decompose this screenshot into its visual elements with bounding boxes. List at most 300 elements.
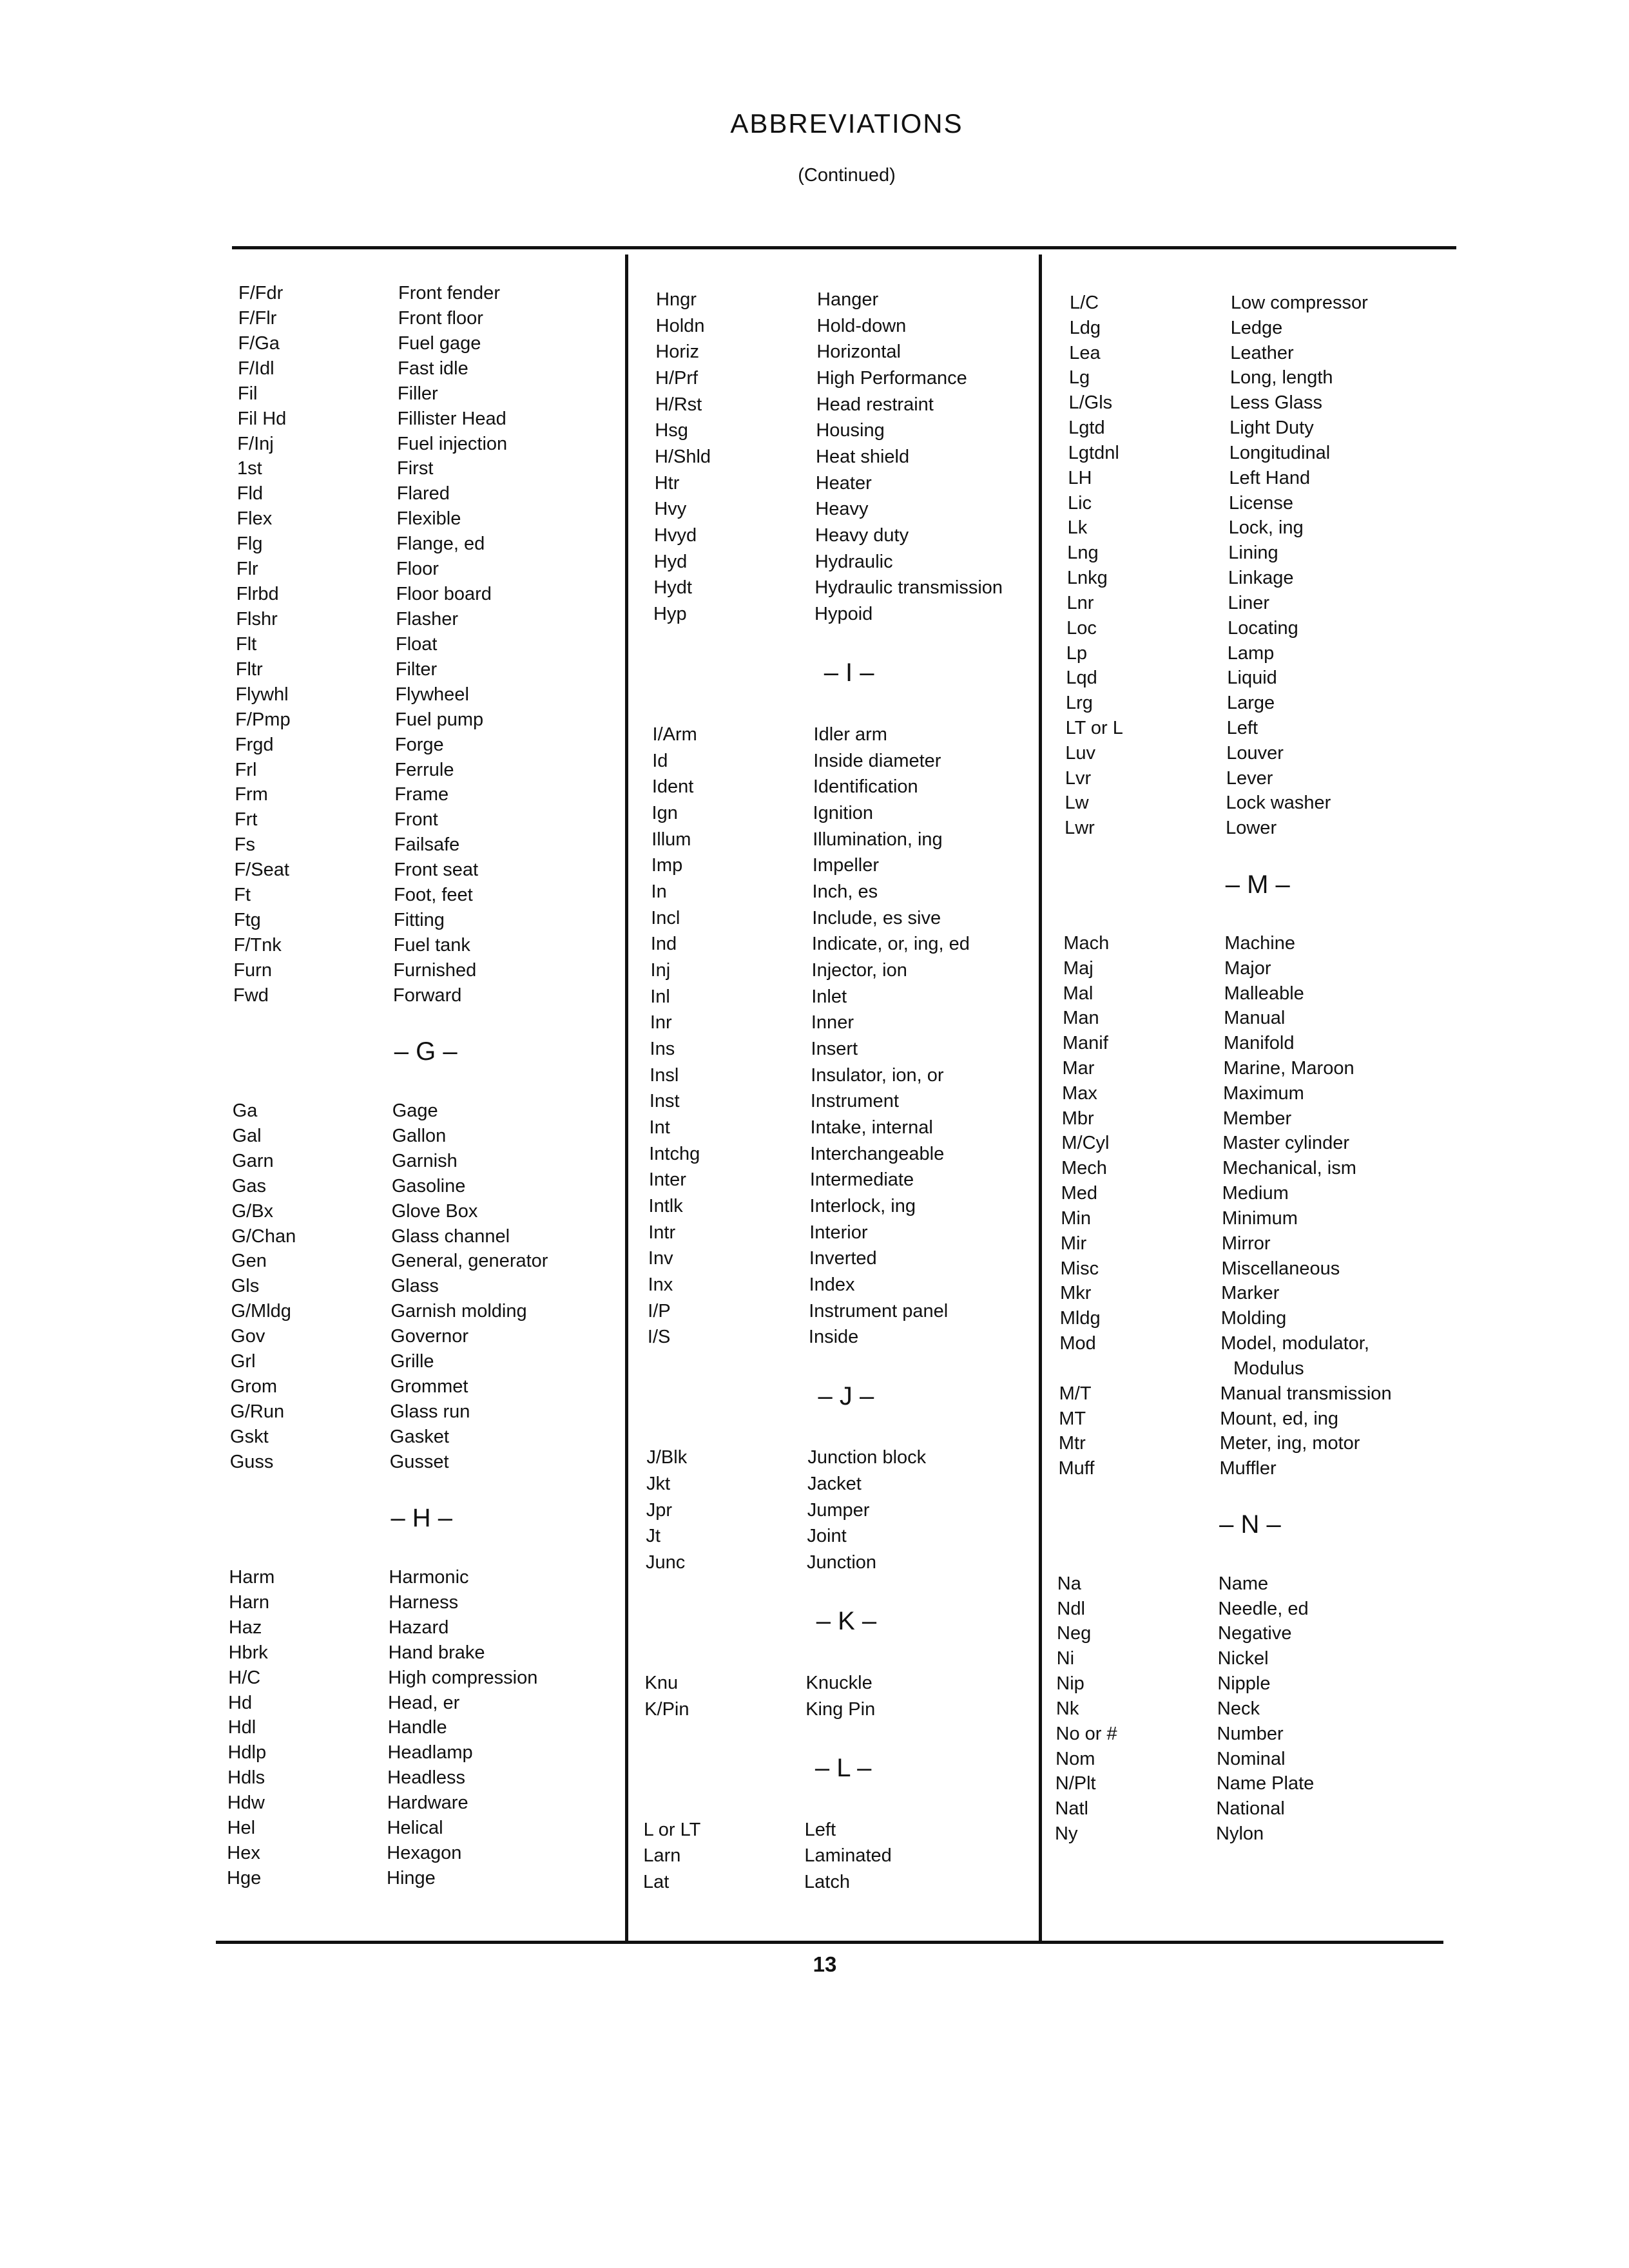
abbreviation: Htr <box>654 472 680 494</box>
abbreviation-meaning: Impeller <box>812 855 880 876</box>
abbreviation-meaning: Nylon <box>1216 1823 1264 1844</box>
abbreviation: Holdn <box>655 315 705 336</box>
abbreviation: J/Blk <box>646 1447 688 1468</box>
abbreviation-meaning: Lock washer <box>1226 793 1331 814</box>
abbreviation: M/Cyl <box>1061 1133 1110 1154</box>
abbreviation-meaning: Marine, Maroon <box>1223 1058 1354 1079</box>
abbreviation: Lgtd <box>1068 418 1105 439</box>
section-header: – H – <box>390 1504 453 1533</box>
abbreviation: Loc <box>1066 617 1097 639</box>
abbreviation-meaning: Liquid <box>1227 668 1277 689</box>
abbreviation-meaning: Nickel <box>1217 1648 1269 1669</box>
abbreviation: Intr <box>648 1222 676 1243</box>
abbreviation: Hyp <box>653 603 687 624</box>
abbreviation-meaning: Filler <box>397 383 438 404</box>
abbreviation-meaning: Member <box>1222 1108 1292 1129</box>
section-header: – G – <box>394 1037 458 1066</box>
abbreviation-meaning: Heater <box>815 472 872 494</box>
abbreviation: Frgd <box>235 734 274 755</box>
section-header: – N – <box>1219 1510 1281 1539</box>
abbreviation-meaning: Maximum <box>1223 1082 1304 1104</box>
abbreviation-meaning: Lower <box>1226 818 1277 839</box>
abbreviation-meaning: Hypoid <box>815 603 873 624</box>
abbreviation: Ga <box>232 1100 258 1121</box>
abbreviation-meaning: Low compressor <box>1231 293 1368 313</box>
abbreviation-meaning: Float <box>396 633 438 655</box>
abbreviation: Imp <box>651 855 683 876</box>
abbreviation-meaning: Machine <box>1224 932 1296 954</box>
abbreviation-meaning: Failsafe <box>394 834 460 856</box>
abbreviation-meaning: Head, er <box>388 1692 460 1713</box>
abbreviation-meaning: Meter, ing, motor <box>1219 1433 1360 1454</box>
abbreviation: Fltr <box>235 658 263 680</box>
abbreviation-meaning: Name <box>1218 1573 1269 1594</box>
abbreviation: M/T <box>1059 1383 1092 1404</box>
abbreviation: Hel <box>227 1818 256 1839</box>
abbreviation: Guss <box>229 1451 274 1472</box>
abbreviation: No or # <box>1055 1723 1117 1744</box>
abbreviation-meaning: Include, es sive <box>812 907 941 928</box>
abbreviation-meaning: Latch <box>804 1872 850 1892</box>
abbreviation-meaning: Instrument panel <box>809 1300 949 1321</box>
section-header: – M – <box>1225 870 1290 899</box>
abbreviation-meaning: Frame <box>394 784 449 805</box>
abbreviation-meaning: Harmonic <box>389 1566 469 1588</box>
abbreviation-meaning: Flasher <box>396 609 459 629</box>
abbreviation: Hge <box>227 1868 262 1888</box>
abbreviation-meaning: Name Plate <box>1216 1773 1315 1794</box>
abbreviation: Inst <box>649 1091 680 1112</box>
abbreviation: Max <box>1062 1082 1097 1104</box>
abbreviation: Inl <box>650 986 670 1007</box>
abbreviation: Lp <box>1066 642 1088 664</box>
abbreviation-meaning: Front floor <box>398 307 483 329</box>
abbreviation-meaning: Glass channel <box>391 1225 510 1247</box>
abbreviation: Hvy <box>654 499 687 520</box>
section-header: – L – <box>815 1754 872 1783</box>
abbreviation-meaning: Front fender <box>398 283 500 303</box>
abbreviation-meaning: Left <box>1226 718 1258 738</box>
abbreviation-meaning: Gasket <box>390 1426 449 1447</box>
abbreviation-meaning: Muffler <box>1219 1458 1277 1479</box>
abbreviation: Ign <box>651 802 678 823</box>
abbreviation-meaning: Large <box>1227 693 1275 714</box>
abbreviation: Flrbd <box>236 584 279 605</box>
abbreviation: Inv <box>648 1248 673 1269</box>
abbreviation-meaning: Hydraulic <box>815 551 893 572</box>
abbreviation: Hvyd <box>654 524 697 546</box>
abbreviation-meaning: Idler arm <box>813 724 887 745</box>
abbreviation: Garn <box>232 1150 274 1171</box>
abbreviation: F/Tnk <box>233 935 282 956</box>
abbreviation-meaning: Hand brake <box>388 1642 485 1663</box>
abbreviation-meaning: Manifold <box>1223 1033 1295 1054</box>
abbreviation-meaning: Lock, ing <box>1228 517 1304 539</box>
abbreviation: Larn <box>643 1845 681 1867</box>
abbreviation: K/Pin <box>644 1698 689 1720</box>
abbreviation: Harm <box>229 1566 275 1588</box>
abbreviation-meaning: Medium <box>1222 1183 1289 1204</box>
abbreviation: Manif <box>1062 1033 1108 1054</box>
abbreviation-meaning: Hold-down <box>816 315 907 336</box>
abbreviation: Mal <box>1063 983 1094 1004</box>
abbreviation-meaning: Furnished <box>393 959 477 981</box>
abbreviation-meaning: Instrument <box>810 1091 899 1112</box>
abbreviation: Mbr <box>1061 1108 1094 1129</box>
abbreviation-meaning: Governor <box>390 1326 469 1347</box>
abbreviation-meaning: Insert <box>811 1038 858 1059</box>
abbreviation-meaning: Injector, ion <box>811 959 907 981</box>
abbreviation-meaning: Number <box>1217 1723 1284 1744</box>
abbreviation: H/C <box>228 1667 261 1688</box>
abbreviation-meaning: Laminated <box>804 1845 892 1867</box>
abbreviation-meaning: Master cylinder <box>1222 1133 1349 1154</box>
abbreviation: Hngr <box>656 289 697 310</box>
abbreviation: G/Run <box>230 1401 285 1422</box>
abbreviation-meaning: Marker <box>1221 1283 1280 1304</box>
abbreviation-meaning: Major <box>1224 957 1271 979</box>
abbreviation: F/Seat <box>234 860 289 881</box>
top-rule <box>232 246 1456 249</box>
abbreviation: Mir <box>1060 1233 1087 1254</box>
abbreviation: L/C <box>1070 293 1099 313</box>
abbreviation-meaning: Lining <box>1228 543 1278 564</box>
abbreviation: Haz <box>228 1617 262 1638</box>
abbreviation-meaning: Manual transmission <box>1220 1383 1392 1404</box>
abbreviation: L or LT <box>643 1819 701 1840</box>
abbreviation: Lvr <box>1065 767 1092 789</box>
abbreviation-meaning: Foot, feet <box>394 885 473 906</box>
abbreviation-meaning: First <box>397 458 434 479</box>
abbreviation: Frl <box>235 759 257 780</box>
abbreviation-meaning: Intermediate <box>809 1169 914 1191</box>
abbreviation: H/Rst <box>655 394 702 415</box>
abbreviation-meaning: King Pin <box>805 1698 876 1720</box>
abbreviation: Fs <box>234 834 255 856</box>
abbreviation: Frm <box>235 784 268 805</box>
abbreviation: Hdls <box>227 1767 265 1789</box>
abbreviation-meaning: Inch, es <box>812 881 878 902</box>
abbreviation: Hydt <box>653 577 692 599</box>
section-header: – K – <box>816 1607 877 1636</box>
abbreviation: Junc <box>646 1552 686 1573</box>
abbreviation-meaning: Flange, ed <box>396 533 485 555</box>
abbreviation-meaning: Hinge <box>387 1868 436 1888</box>
abbreviation-meaning: Left Hand <box>1229 467 1311 488</box>
abbreviation: Flt <box>236 633 257 655</box>
abbreviation-meaning: Molding <box>1220 1308 1287 1329</box>
abbreviation-meaning: Garnish molding <box>390 1301 527 1322</box>
abbreviation: Muff <box>1058 1458 1095 1479</box>
abbreviation: Jkt <box>646 1473 671 1494</box>
abbreviation-meaning: Light Duty <box>1229 418 1314 439</box>
abbreviation-meaning: Mechanical, ism <box>1222 1158 1356 1179</box>
abbreviation-meaning: Mirror <box>1221 1233 1271 1254</box>
abbreviation: Misc <box>1060 1258 1099 1279</box>
abbreviation: Id <box>652 750 668 771</box>
abbreviation: Mkr <box>1060 1283 1092 1304</box>
abbreviation: Fil Hd <box>237 408 287 429</box>
abbreviation: H/Shld <box>655 446 711 467</box>
abbreviation-meaning: Interchangeable <box>810 1143 945 1164</box>
abbreviation-meaning: Minimum <box>1222 1207 1298 1229</box>
abbreviation: G/Chan <box>231 1225 296 1247</box>
abbreviation: Lqd <box>1066 668 1097 689</box>
abbreviation-meaning: Helical <box>387 1818 443 1839</box>
abbreviation: Lnkg <box>1066 568 1108 589</box>
abbreviation: Ftg <box>233 910 261 931</box>
abbreviation-meaning: Ledge <box>1230 317 1283 338</box>
abbreviation: Ndl <box>1057 1598 1085 1619</box>
abbreviation: Man <box>1063 1008 1099 1029</box>
abbreviation-meaning: Junction block <box>807 1447 927 1468</box>
abbreviation-meaning: Forge <box>394 734 444 755</box>
abbreviation: Jpr <box>646 1499 672 1521</box>
abbreviation-meaning: Heavy duty <box>815 524 909 546</box>
abbreviation-meaning: Grommet <box>390 1376 468 1398</box>
abbreviation: Ind <box>650 934 677 955</box>
abbreviation-meaning: Nominal <box>1217 1748 1286 1769</box>
abbreviation-meaning: Miscellaneous <box>1221 1258 1340 1279</box>
abbreviation-meaning: Flexible <box>396 508 461 530</box>
abbreviation-meaning: Jumper <box>807 1499 870 1521</box>
abbreviation: Hdl <box>227 1717 256 1738</box>
abbreviation: Ldg <box>1069 317 1101 338</box>
page-title: ABBREVIATIONS <box>730 108 963 139</box>
abbreviation: Intlk <box>648 1195 683 1216</box>
abbreviation-meaning: Flared <box>396 483 450 505</box>
abbreviation-meaning: Hydraulic transmission <box>815 577 1003 599</box>
abbreviation-meaning: Gasoline <box>391 1175 466 1196</box>
abbreviation: Gls <box>231 1276 260 1297</box>
abbreviation: F/Flr <box>238 307 277 329</box>
abbreviation-meaning: Fuel injection <box>397 433 508 454</box>
abbreviation-meaning: Nipple <box>1217 1673 1271 1695</box>
abbreviation-meaning: Joint <box>807 1526 847 1547</box>
abbreviation: Luv <box>1065 742 1096 764</box>
abbreviation: Inx <box>648 1274 673 1295</box>
abbreviation: Hsg <box>655 420 688 441</box>
abbreviation: Hd <box>228 1692 253 1713</box>
abbreviation-meaning: Harness <box>389 1591 459 1613</box>
abbreviation-meaning: High compression <box>388 1667 538 1688</box>
abbreviation-meaning: Intake, internal <box>810 1117 933 1138</box>
abbreviation-meaning: Linkage <box>1228 568 1294 589</box>
abbreviation: Intchg <box>649 1143 700 1164</box>
column-divider-right <box>1039 255 1042 1943</box>
abbreviation: Hbrk <box>228 1642 268 1663</box>
abbreviation: Hdlp <box>227 1742 267 1763</box>
abbreviation-meaning: Grille <box>390 1351 434 1372</box>
abbreviation: Nk <box>1055 1698 1079 1719</box>
column-divider-left <box>625 255 628 1943</box>
abbreviation: Lk <box>1067 517 1088 539</box>
abbreviation-meaning: Index <box>809 1274 855 1295</box>
abbreviation-meaning: Horizontal <box>816 341 901 363</box>
abbreviation: Min <box>1061 1207 1091 1229</box>
abbreviation-meaning: Inside <box>808 1327 859 1348</box>
abbreviation-meaning: Headlamp <box>387 1742 473 1763</box>
abbreviation-meaning: Front seat <box>394 860 479 881</box>
abbreviation-meaning: Leather <box>1230 342 1294 363</box>
abbreviation: Gskt <box>230 1426 269 1447</box>
abbreviation: Horiz <box>655 341 700 363</box>
abbreviation: Illum <box>651 829 691 850</box>
abbreviation: Ft <box>234 885 251 906</box>
bottom-rule <box>216 1941 1443 1944</box>
abbreviation-meaning: Less Glass <box>1229 392 1322 414</box>
abbreviation: Grl <box>230 1351 256 1372</box>
abbreviation: Inj <box>650 959 671 981</box>
abbreviation: Lwr <box>1065 818 1095 839</box>
abbreviation-meaning: Hazard <box>388 1617 449 1638</box>
abbreviation-meaning: License <box>1229 492 1293 514</box>
abbreviation: Nip <box>1056 1673 1084 1695</box>
abbreviation: Gen <box>231 1251 267 1272</box>
abbreviation-meaning: Gage <box>392 1100 438 1121</box>
abbreviation: F/Ga <box>238 332 280 354</box>
abbreviation-meaning: Needle, ed <box>1218 1598 1309 1619</box>
abbreviation: Lrg <box>1066 693 1093 714</box>
abbreviation: Flshr <box>236 609 278 629</box>
abbreviation-meaning: Fuel pump <box>395 709 484 730</box>
abbreviation-meaning: Inverted <box>809 1248 877 1269</box>
abbreviation: Flex <box>236 508 273 530</box>
abbreviation: Neg <box>1057 1623 1092 1644</box>
abbreviation: Maj <box>1063 957 1094 979</box>
abbreviation-meaning: Negative <box>1218 1623 1292 1644</box>
abbreviation-meaning: Flywheel <box>395 684 469 705</box>
abbreviation-meaning: Front <box>394 809 438 831</box>
abbreviation: Fil <box>237 383 258 404</box>
abbreviation: Ident <box>651 776 694 798</box>
abbreviation: Mech <box>1061 1158 1107 1179</box>
abbreviation: Lg <box>1068 367 1090 389</box>
abbreviation: Mach <box>1063 932 1110 954</box>
abbreviation: Gas <box>231 1175 267 1196</box>
abbreviation-meaning: Fuel tank <box>393 935 470 956</box>
abbreviation-meaning: Housing <box>816 420 885 441</box>
abbreviation-meaning: Indicate, or, ing, ed <box>811 934 970 955</box>
abbreviation: Grom <box>230 1376 278 1398</box>
abbreviation-meaning: Knuckle <box>805 1672 872 1693</box>
abbreviation-meaning: Junction <box>807 1552 877 1573</box>
abbreviation: Ins <box>650 1038 675 1059</box>
abbreviation-meaning: Mount, ed, ing <box>1220 1408 1339 1429</box>
abbreviation-meaning: Heat shield <box>816 446 910 467</box>
abbreviation: Incl <box>651 907 680 928</box>
abbreviation: I/Arm <box>652 724 697 745</box>
section-header: – I – <box>824 658 874 687</box>
abbreviation: N/Plt <box>1055 1773 1096 1794</box>
abbreviation: Na <box>1057 1573 1081 1594</box>
abbreviation: Insl <box>650 1064 679 1086</box>
abbreviation-meaning: Liner <box>1228 592 1269 613</box>
abbreviation-meaning: Malleable <box>1224 983 1304 1004</box>
page-subtitle: (Continued) <box>798 165 896 186</box>
abbreviation-meaning: Louver <box>1226 742 1284 764</box>
page-number: 13 <box>813 1952 837 1976</box>
abbreviation-meaning: Fuel gage <box>398 332 481 354</box>
abbreviation-meaning: Lever <box>1226 767 1273 789</box>
abbreviation-meaning: Inlet <box>811 986 847 1007</box>
abbreviation-meaning: Hanger <box>817 289 879 310</box>
abbreviation: Mtr <box>1058 1433 1086 1454</box>
abbreviation: Harn <box>229 1591 269 1613</box>
abbreviation: LH <box>1068 467 1092 488</box>
abbreviation-meaning: Long, length <box>1229 367 1333 389</box>
abbreviation: Flywhl <box>235 684 289 705</box>
abbreviation-meaning: Headless <box>387 1767 466 1789</box>
abbreviation: Lng <box>1067 543 1099 564</box>
abbreviation: Lea <box>1069 342 1101 363</box>
abbreviation-meaning: Heavy <box>815 499 869 520</box>
abbreviation: F/Idl <box>238 358 275 379</box>
abbreviation: Knu <box>644 1672 679 1693</box>
abbreviation-meaning: Gusset <box>389 1451 449 1472</box>
abbreviation-meaning: Neck <box>1217 1698 1260 1719</box>
abbreviation-meaning: Hardware <box>387 1792 468 1814</box>
abbreviation-meaning: Ferrule <box>394 759 454 780</box>
abbreviation-meaning: Filter <box>395 658 438 680</box>
abbreviation-meaning: Glass run <box>390 1401 470 1422</box>
abbreviation: I/P <box>648 1300 671 1321</box>
abbreviation-meaning: Model, modulator, <box>1220 1333 1369 1354</box>
abbreviation-meaning: Fast idle <box>398 358 468 379</box>
abbreviation: Furn <box>233 959 272 981</box>
abbreviation: Nom <box>1055 1748 1095 1769</box>
abbreviation: Mar <box>1062 1058 1095 1079</box>
abbreviation: Gal <box>232 1125 262 1146</box>
abbreviation: F/Pmp <box>235 709 291 730</box>
abbreviation-meaning: Hexagon <box>387 1843 462 1864</box>
abbreviation-meaning: Interior <box>809 1222 868 1243</box>
abbreviation: Hyd <box>653 551 688 572</box>
abbreviation-meaning: Modulus <box>1233 1358 1304 1379</box>
abbreviation: Hex <box>227 1843 260 1864</box>
abbreviation: In <box>651 881 667 902</box>
abbreviation: Natl <box>1055 1798 1088 1820</box>
abbreviation-meaning: Insulator, ion, or <box>811 1064 944 1086</box>
abbreviation: Gov <box>231 1326 265 1347</box>
abbreviation: I/S <box>647 1327 671 1348</box>
section-header: – J – <box>818 1381 874 1410</box>
abbreviation: Fld <box>236 483 264 505</box>
abbreviation-meaning: Inner <box>811 1012 854 1033</box>
abbreviation: Flr <box>236 559 258 580</box>
abbreviation: Ny <box>1055 1823 1078 1844</box>
abbreviation-meaning: Floor board <box>396 584 492 605</box>
abbreviation: Lw <box>1065 793 1089 814</box>
abbreviation: LT or L <box>1065 718 1123 738</box>
abbreviation: Jt <box>646 1526 660 1547</box>
abbreviation-meaning: National <box>1216 1798 1285 1820</box>
abbreviation: Lgtdnl <box>1068 442 1119 463</box>
abbreviation-meaning: General, generator <box>391 1251 548 1272</box>
abbreviation-meaning: Floor <box>396 559 439 580</box>
abbreviation-meaning: Manual <box>1224 1008 1286 1029</box>
abbreviation: F/Fdr <box>238 283 284 303</box>
abbreviation-meaning: Handle <box>387 1717 447 1738</box>
abbreviation: Flg <box>236 533 263 555</box>
abbreviation-meaning: Identification <box>813 776 918 798</box>
abbreviation-meaning: Fitting <box>393 910 445 931</box>
abbreviation: F/Inj <box>237 433 274 454</box>
abbreviation: G/Bx <box>231 1200 274 1222</box>
abbreviation-meaning: Locating <box>1228 617 1298 639</box>
abbreviation: MT <box>1059 1408 1086 1429</box>
abbreviation: Inr <box>650 1012 672 1033</box>
